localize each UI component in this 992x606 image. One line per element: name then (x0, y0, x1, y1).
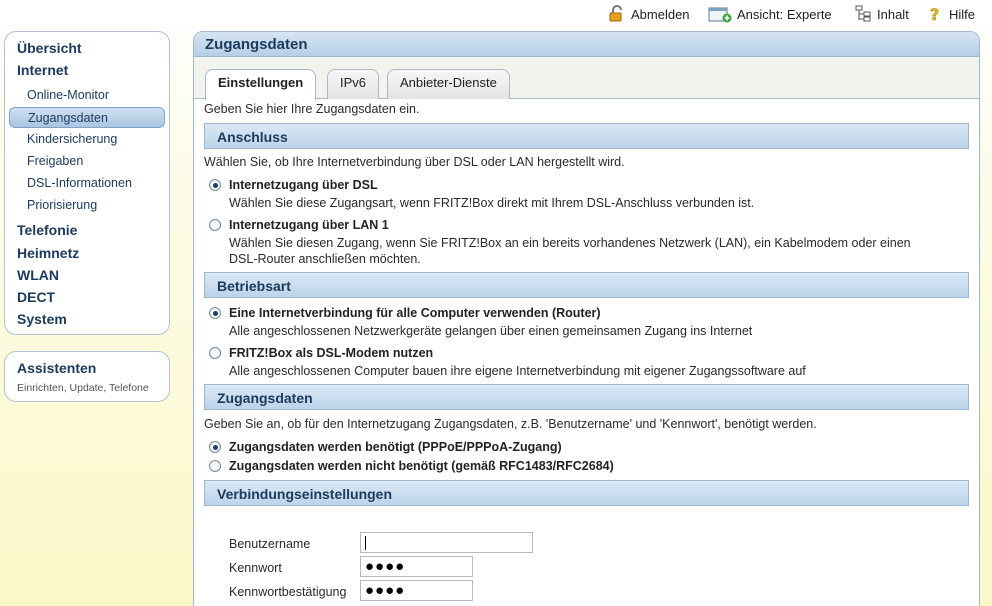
radio-modem-label[interactable]: FRITZ!Box als DSL-Modem nutzen (229, 346, 434, 360)
radio-router[interactable] (209, 307, 221, 319)
intro-text: Geben Sie hier Ihre Zugangsdaten ein. (204, 102, 420, 116)
zugangsdaten-text: Geben Sie an, ob für den Internetzugang Zugangsdaten, z.B. 'Benutzername' und 'Kennwort', benötigt werden. (204, 417, 817, 431)
tab-bar (194, 57, 979, 99)
radio-modem[interactable] (209, 347, 221, 359)
sidebar-item-overview[interactable]: Übersicht (17, 40, 82, 56)
radio-pppoe-label[interactable]: Zugangsdaten werden benötigt (PPPoE/PPPoA-Zugang) (229, 440, 562, 454)
sidebar-item-system[interactable]: System (17, 311, 67, 327)
sidebar-item-internet[interactable]: Internet (17, 62, 69, 78)
sidebar-item-freigaben[interactable]: Freigaben (27, 154, 84, 168)
logout-link[interactable] (608, 4, 690, 24)
section-zugangsdaten: Zugangsdaten (204, 384, 969, 410)
help-link[interactable] (926, 4, 975, 24)
top-bar (0, 0, 992, 28)
contents-link[interactable] (854, 4, 909, 24)
radio-modem-desc: Alle angeschlossenen Computer bauen ihre eigene Internetverbindung mit eigener Zugangssoftware auf (229, 364, 806, 378)
section-anschluss: Anschluss (204, 123, 969, 149)
sidebar-item-online-monitor[interactable]: Online-Monitor (27, 88, 109, 102)
section-betriebsart: Betriebsart (204, 272, 969, 298)
tab-ipv6[interactable]: IPv6 (327, 69, 379, 99)
assistant-title[interactable]: Assistenten (17, 360, 97, 376)
sidebar-item-heimnetz[interactable]: Heimnetz (17, 245, 80, 261)
anschluss-text: Wählen Sie, ob Ihre Internetverbindung über DSL oder LAN hergestellt wird. (204, 155, 625, 169)
radio-no-credentials[interactable] (209, 460, 221, 472)
password-confirm-input[interactable] (360, 580, 473, 601)
tab-einstellungen[interactable]: Einstellungen (205, 69, 316, 100)
view-mode-link[interactable] (708, 4, 832, 24)
main-panel (193, 31, 980, 606)
sidebar (4, 31, 170, 335)
sitemap-icon (854, 5, 872, 23)
sidebar-item-zugangsdaten[interactable]: Zugangsdaten (9, 107, 165, 128)
password-label: Kennwort (229, 561, 282, 575)
radio-lan-label[interactable]: Internetzugang über LAN 1 (229, 218, 389, 232)
page-title: Zugangsdaten (194, 32, 979, 57)
radio-dsl[interactable] (209, 179, 221, 191)
radio-dsl-desc: Wählen Sie diese Zugangsart, wenn FRITZ!Box direkt mit Ihrem DSL-Anschluss verbunden ist. (229, 196, 755, 210)
assistant-box[interactable] (4, 351, 170, 402)
radio-dsl-label[interactable]: Internetzugang über DSL (229, 178, 378, 192)
help-label: Hilfe (949, 6, 976, 22)
password-confirm-value: ●●●● (365, 582, 406, 599)
sidebar-item-wlan[interactable]: WLAN (17, 267, 59, 283)
username-input[interactable] (360, 532, 533, 553)
svg-text:?: ? (930, 5, 940, 23)
radio-router-desc: Alle angeschlossenen Netzwerkgeräte gelangen über einen gemeinsamen Zugang ins Internet (229, 324, 753, 338)
username-label: Benutzername (229, 537, 311, 551)
logout-label: Abmelden (631, 6, 690, 22)
sidebar-item-priorisierung[interactable]: Priorisierung (27, 198, 98, 212)
sidebar-item-telefonie[interactable]: Telefonie (17, 222, 78, 238)
sidebar-item-kindersicherung[interactable]: Kindersicherung (27, 132, 118, 146)
sidebar-item-dsl-info[interactable]: DSL-Informationen (27, 176, 132, 190)
radio-no-credentials-label[interactable]: Zugangsdaten werden nicht benötigt (gemäß RFC1483/RFC2684) (229, 459, 614, 473)
password-value: ●●●● (365, 558, 406, 575)
section-verbindung: Verbindungseinstellungen (204, 480, 969, 506)
password-input[interactable] (360, 556, 473, 577)
view-mode-label: Ansicht: Experte (737, 6, 832, 22)
assistant-subtitle: Einrichten, Update, Telefone (17, 382, 149, 394)
radio-pppoe[interactable] (209, 441, 221, 453)
logout-icon (608, 5, 626, 23)
radio-lan[interactable] (209, 219, 221, 231)
password-confirm-label: Kennwortbestätigung (229, 585, 347, 599)
tab-anbieter-dienste[interactable]: Anbieter-Dienste (387, 69, 510, 99)
text-cursor (365, 536, 366, 550)
help-icon (926, 5, 944, 23)
radio-lan-desc: Wählen Sie diesen Zugang, wenn Sie FRITZ!Box an ein bereits vorhandenes Netzwerk (LAN), ein Kabelmodem oder einen DSL-Router anschließen möchten. (229, 236, 911, 266)
radio-router-label[interactable]: Eine Internetverbindung für alle Computer verwenden (Router) (229, 306, 601, 320)
sidebar-item-dect[interactable]: DECT (17, 289, 56, 305)
expert-view-icon (708, 5, 732, 23)
contents-label: Inhalt (877, 6, 909, 22)
